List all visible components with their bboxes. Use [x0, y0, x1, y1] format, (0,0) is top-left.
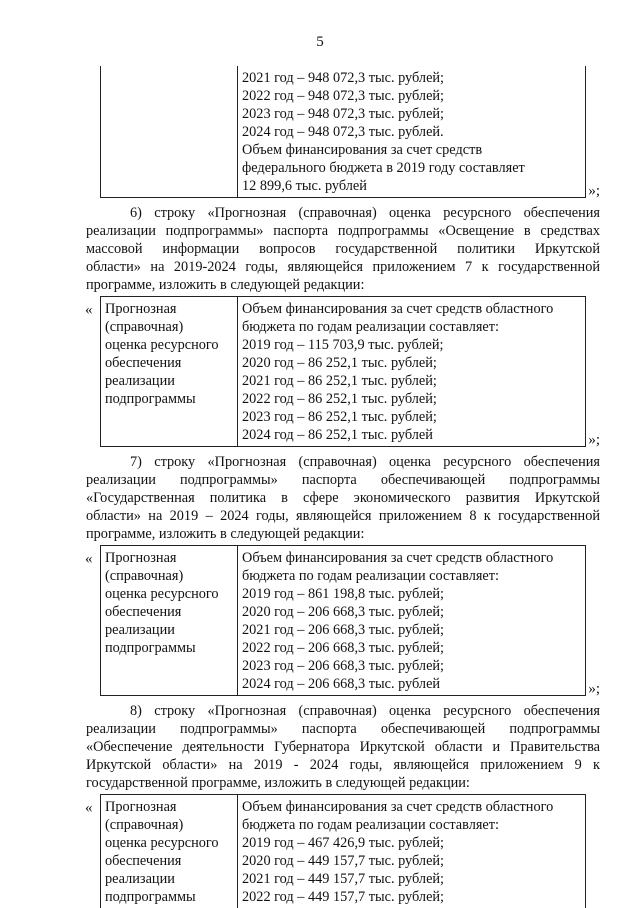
paragraph-item-6 [86, 204, 600, 294]
table-line: бюджета по годам реализации составляет: [242, 318, 581, 336]
table-line: 2021 год – 449 157,7 тыс. рублей; [242, 870, 581, 888]
table-right-cell [238, 795, 586, 908]
table-left-cell [101, 297, 238, 447]
table-line: 2021 год – 86 252,1 тыс. рублей; [242, 372, 581, 390]
table-line: 2019 год – 861 198,8 тыс. рублей; [242, 585, 581, 603]
table-line: подпрограммы [105, 390, 233, 408]
passport-table-block-2 [86, 545, 600, 696]
opening-quote: « [85, 551, 93, 568]
top-table-left-cell [101, 66, 238, 198]
table-line: Прогнозная [105, 549, 233, 567]
table-line: 2019 год – 467 426,9 тыс. рублей; [242, 834, 581, 852]
table-line: 2020 год – 449 157,7 тыс. рублей; [242, 852, 581, 870]
paragraph-line: массовой информации вопросов государственной политики Иркутской [86, 240, 600, 258]
table-line: 12 899,6 тыс. рублей [242, 177, 581, 195]
table-line: 2022 год – 86 252,1 тыс. рублей; [242, 390, 581, 408]
paragraph-item-8 [86, 702, 600, 792]
table-line: 2024 год – 948 072,3 тыс. рублей. [242, 123, 581, 141]
table-line: федерального бюджета в 2019 году составляет [242, 159, 581, 177]
passport-table-1 [100, 296, 586, 447]
paragraph-line: реализации подпрограммы» паспорта подпрограммы «Освещение в средствах [86, 222, 600, 240]
paragraph-line: «Обеспечение деятельности Губернатора Иркутской области и Правительства [86, 738, 600, 756]
table-line: 2020 год – 86 252,1 тыс. рублей; [242, 354, 581, 372]
table-line: (справочная) [105, 318, 233, 336]
paragraph-line: «Государственная политика в сфере экономического развития Иркутской [86, 489, 600, 507]
paragraph-line: Иркутской области» на 2019 - 2024 годы, являющейся приложением 9 к [86, 756, 600, 774]
table-row [101, 546, 586, 696]
paragraph-line: области» на 2019 – 2024 годы, являющейся приложением 8 к государственной [86, 507, 600, 525]
paragraph-line: области» на 2019-2024 годы, являющейся приложением 7 к государственной [86, 258, 600, 276]
table-right-cell [238, 297, 586, 447]
table-line: Прогнозная [105, 300, 233, 318]
table-line: 2021 год – 948 072,3 тыс. рублей; [242, 69, 581, 87]
table-line: 2022 год – 206 668,3 тыс. рублей; [242, 639, 581, 657]
table-line: Прогнозная [105, 798, 233, 816]
document-body [86, 66, 600, 908]
paragraph-line: реализации подпрограммы» паспорта обеспечивающей подпрограммы [86, 720, 600, 738]
table-line: 2024 год – 206 668,3 тыс. рублей [242, 675, 581, 693]
paragraph-line: 7) строку «Прогнозная (справочная) оценка ресурсного обеспечения [86, 453, 600, 471]
table-right-cell [238, 546, 586, 696]
table-line: Объем финансирования за счет средств областного [242, 300, 581, 318]
paragraph-item-7 [86, 453, 600, 543]
page-number: 5 [0, 34, 640, 51]
table-line: (справочная) [105, 567, 233, 585]
table-line: бюджета по годам реализации составляет: [242, 816, 581, 834]
table-line: оценка ресурсного [105, 834, 233, 852]
table-line: Объем финансирования за счет средств [242, 141, 581, 159]
paragraph-line: 8) строку «Прогнозная (справочная) оценка ресурсного обеспечения [86, 702, 600, 720]
table-line: оценка ресурсного [105, 585, 233, 603]
table-line: оценка ресурсного [105, 336, 233, 354]
closing-quote: »; [588, 681, 600, 698]
table-row [101, 795, 586, 908]
paragraph-line: программе, изложить в следующей редакции: [86, 525, 600, 543]
table-line: 2022 год – 449 157,7 тыс. рублей; [242, 888, 581, 906]
passport-table-block-1 [86, 296, 600, 447]
table-line: подпрограммы [105, 888, 233, 906]
passport-table-2 [100, 545, 586, 696]
table-row [101, 297, 586, 447]
table-line: реализации [105, 621, 233, 639]
table-line: подпрограммы [105, 639, 233, 657]
table-line: 2019 год – 115 703,9 тыс. рублей; [242, 336, 581, 354]
opening-quote: « [85, 800, 93, 817]
table-line: 2023 год – 948 072,3 тыс. рублей; [242, 105, 581, 123]
paragraph-line: 6) строку «Прогнозная (справочная) оценка ресурсного обеспечения [86, 204, 600, 222]
table-line: Объем финансирования за счет средств областного [242, 549, 581, 567]
table-line: Объем финансирования за счет средств областного [242, 798, 581, 816]
table-line: 2023 год – 206 668,3 тыс. рублей; [242, 657, 581, 675]
table-line: обеспечения [105, 354, 233, 372]
top-table-right-cell [238, 66, 586, 198]
table-line: 2022 год – 948 072,3 тыс. рублей; [242, 87, 581, 105]
opening-quote: « [85, 302, 93, 319]
table-line: обеспечения [105, 852, 233, 870]
closing-quote: »; [588, 183, 600, 200]
table-line: бюджета по годам реализации составляет: [242, 567, 581, 585]
table-line: реализации [105, 870, 233, 888]
paragraph-line: государственной программе, изложить в следующей редакции: [86, 774, 600, 792]
passport-table-3 [100, 794, 586, 908]
closing-quote: »; [588, 432, 600, 449]
table-left-cell [101, 546, 238, 696]
table-line: 2024 год – 86 252,1 тыс. рублей [242, 426, 581, 444]
table-line: (справочная) [105, 816, 233, 834]
table-line: реализации [105, 372, 233, 390]
paragraph-line: реализации подпрограммы» паспорта обеспечивающей подпрограммы [86, 471, 600, 489]
top-passport-table [100, 66, 586, 198]
passport-table-block-3 [86, 794, 600, 908]
table-line: 2021 год – 206 668,3 тыс. рублей; [242, 621, 581, 639]
table-row [101, 66, 586, 198]
paragraph-line: программе, изложить в следующей редакции: [86, 276, 600, 294]
table-line: 2023 год – 86 252,1 тыс. рублей; [242, 408, 581, 426]
table-line: обеспечения [105, 603, 233, 621]
top-table-block [86, 66, 600, 198]
table-line: 2020 год – 206 668,3 тыс. рублей; [242, 603, 581, 621]
table-left-cell [101, 795, 238, 908]
